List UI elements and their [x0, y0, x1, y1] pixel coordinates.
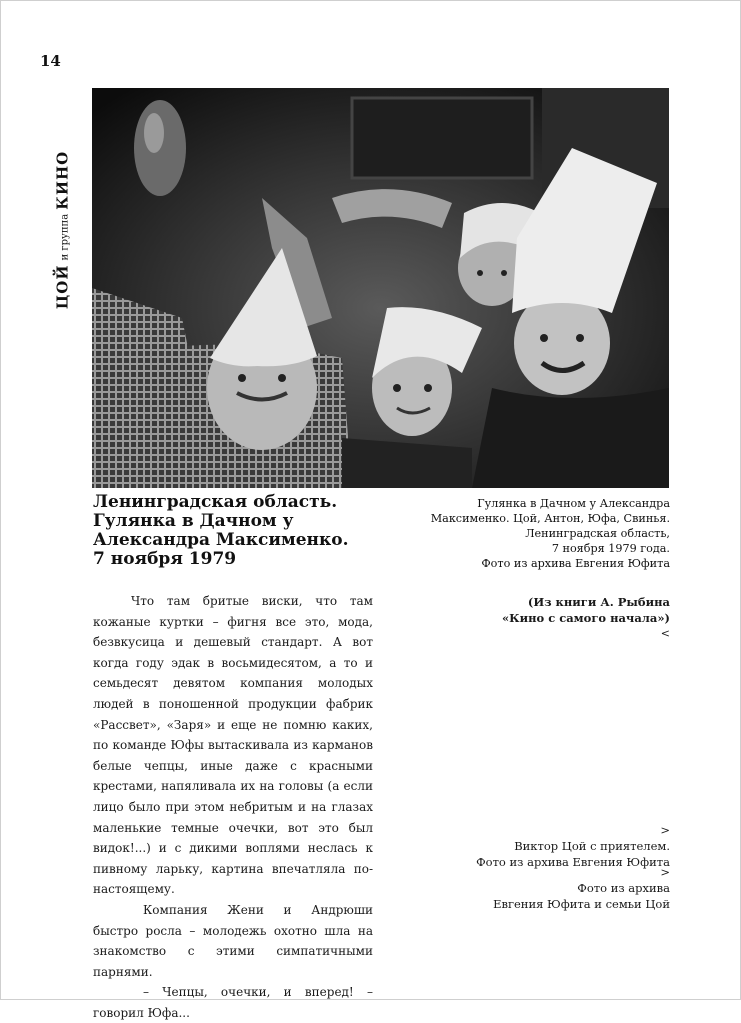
main-caption-line: Александра Максименко. — [93, 530, 349, 550]
photo-credit — [370, 864, 670, 912]
credit-line: Фото из архива Евгения Юфита — [476, 855, 670, 869]
credit-line: Фото из архива — [577, 881, 670, 895]
body-paragraph: Компания Жени и Андрюши быстро росла – молодежь охотно шла на знакомство с этими симпатичными парнями. — [93, 902, 373, 979]
main-caption — [93, 493, 393, 569]
quote-source — [410, 594, 670, 642]
photo — [92, 88, 669, 488]
side-caption-line: Ленинградская область, — [525, 527, 670, 540]
right-arrow-icon: > — [660, 865, 670, 879]
right-arrow-icon: > — [660, 823, 670, 837]
photo-side-caption — [370, 496, 670, 571]
credit-line: Виктор Цой с приятелем. — [514, 839, 670, 853]
quote-source-line: (Из книги А. Рыбина — [527, 595, 670, 609]
body-paragraph: Что там бритые виски, что там кожаные куртки – фигня все это, мода, безвкусица и дешевый стандарт. А вот когда году эдак в восьмидесятом, а то и семьдесят девятом компания молодых людей в поношенной продукции фабрик «Рассвет», «Заря» и еще не помню каких, по команде Юфы вытаскивала из карманов белые чепцы, иные даже с красными крестами, напяливала их на головы (а если лицо было при этом небритым и на глазах маленькие темные очечки, вот это был видок!...) и с дикими воплями неслась к пивному ларьку, картина впечатляла по-настоящему. — [93, 594, 373, 897]
running-head-kino: КИНО — [53, 150, 72, 210]
left-arrow-icon: < — [660, 627, 670, 640]
quote-source-line: «Кино с самого начала») — [501, 611, 670, 625]
credit-line: Евгения Юфита и семьи Цой — [493, 897, 670, 911]
page-number: 14 — [40, 52, 61, 70]
side-caption-line: 7 ноября 1979 года. — [551, 542, 670, 555]
running-head-connector: и группа — [59, 213, 71, 261]
main-caption-line: Гулянка в Дачном у — [93, 511, 294, 531]
photo-illustration — [92, 88, 669, 488]
side-caption-line: Фото из архива Евгения Юфита — [481, 557, 670, 570]
side-caption-line: Максименко. Цой, Антон, Юфа, Свинья. — [430, 512, 670, 525]
photo-credit — [370, 822, 670, 870]
side-caption-line: Гулянка в Дачном у Александра — [477, 497, 670, 510]
main-caption-line: Ленинградская область. — [93, 492, 338, 512]
body-text — [93, 591, 373, 1023]
running-head — [53, 151, 72, 309]
main-caption-line: 7 ноября 1979 — [93, 549, 237, 569]
body-paragraph: – Чепцы, очечки, и вперед! – говорил Юфа... — [93, 985, 373, 1020]
running-head-tsoi: ЦОЙ — [53, 264, 72, 310]
